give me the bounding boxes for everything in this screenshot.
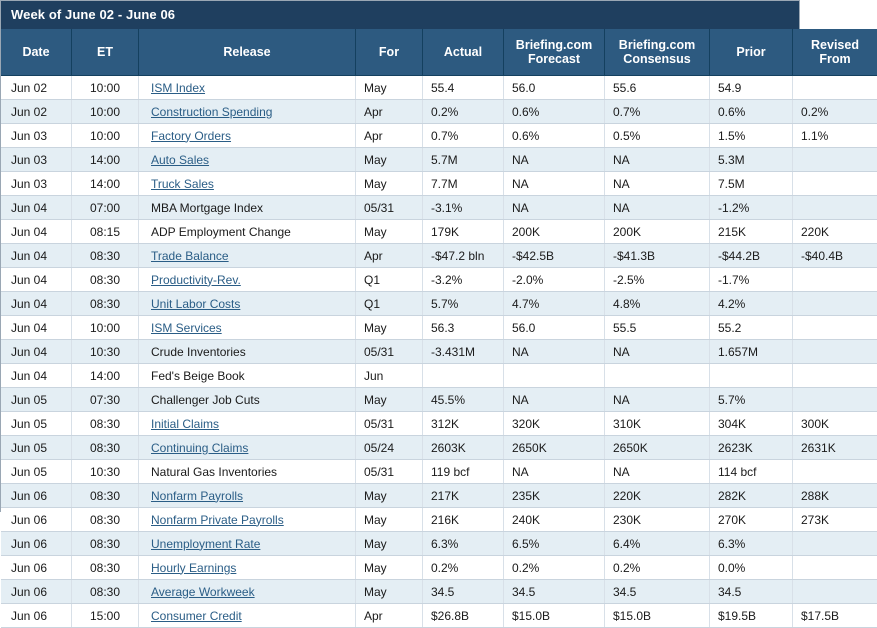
cell-release[interactable]	[139, 76, 356, 100]
cell-revised-from	[793, 148, 877, 172]
cell-actual: -3.2%	[423, 268, 504, 292]
column-header-forecast-line2: Forecast	[528, 52, 580, 66]
cell-consensus: 34.5	[605, 580, 710, 604]
cell-for: Q1	[356, 268, 423, 292]
cell-date: Jun 06	[1, 532, 72, 556]
cell-date: Jun 04	[1, 196, 72, 220]
release-label: Fed's Beige Book	[151, 369, 245, 383]
cell-for: May	[356, 484, 423, 508]
cell-prior: 0.6%	[710, 100, 793, 124]
cell-forecast: 0.6%	[504, 124, 605, 148]
cell-consensus: NA	[605, 196, 710, 220]
cell-forecast: NA	[504, 388, 605, 412]
cell-forecast: NA	[504, 340, 605, 364]
cell-consensus: 200K	[605, 220, 710, 244]
cell-et: 08:30	[72, 508, 139, 532]
cell-revised-from: -$40.4B	[793, 244, 877, 268]
cell-forecast: 235K	[504, 484, 605, 508]
cell-consensus: 220K	[605, 484, 710, 508]
cell-revised-from	[793, 316, 877, 340]
cell-for: May	[356, 316, 423, 340]
cell-consensus: 0.7%	[605, 100, 710, 124]
cell-date: Jun 06	[1, 604, 72, 628]
cell-prior: 0.0%	[710, 556, 793, 580]
cell-prior: 1.5%	[710, 124, 793, 148]
cell-actual: $26.8B	[423, 604, 504, 628]
cell-et: 10:30	[72, 460, 139, 484]
release-label: ADP Employment Change	[151, 225, 291, 239]
cell-revised-from: $17.5B	[793, 604, 877, 628]
cell-forecast: NA	[504, 460, 605, 484]
cell-release	[139, 220, 356, 244]
cell-for: May	[356, 76, 423, 100]
cell-consensus: -2.5%	[605, 268, 710, 292]
cell-for: 05/31	[356, 196, 423, 220]
cell-release	[139, 460, 356, 484]
column-header-for[interactable]: For	[356, 29, 423, 76]
cell-consensus: 2650K	[605, 436, 710, 460]
cell-for: Jun	[356, 364, 423, 388]
cell-for: Apr	[356, 124, 423, 148]
release-link[interactable]: Auto Sales	[151, 153, 209, 167]
cell-release[interactable]	[139, 604, 356, 628]
cell-revised-from	[793, 268, 877, 292]
cell-date: Jun 06	[1, 556, 72, 580]
cell-for: Apr	[356, 244, 423, 268]
table-row	[1, 316, 877, 340]
column-header-forecast[interactable]	[504, 29, 605, 76]
table-row	[1, 436, 877, 460]
cell-release[interactable]	[139, 412, 356, 436]
cell-revised-from	[793, 76, 877, 100]
cell-for: May	[356, 556, 423, 580]
cell-et: 08:30	[72, 268, 139, 292]
cell-forecast: 200K	[504, 220, 605, 244]
cell-release[interactable]	[139, 316, 356, 340]
cell-date: Jun 05	[1, 388, 72, 412]
column-header-forecast-line1: Briefing.com	[516, 38, 592, 52]
column-header-consensus-line1: Briefing.com	[619, 38, 695, 52]
cell-prior: 304K	[710, 412, 793, 436]
cell-release[interactable]	[139, 556, 356, 580]
cell-actual	[423, 364, 504, 388]
cell-forecast: NA	[504, 172, 605, 196]
cell-consensus: 0.2%	[605, 556, 710, 580]
column-header-revised-from[interactable]	[793, 29, 877, 76]
cell-et: 14:00	[72, 148, 139, 172]
cell-for: Apr	[356, 100, 423, 124]
column-header-consensus-line2: Consensus	[623, 52, 690, 66]
cell-release[interactable]	[139, 508, 356, 532]
cell-prior: 270K	[710, 508, 793, 532]
cell-forecast: $15.0B	[504, 604, 605, 628]
cell-forecast: 4.7%	[504, 292, 605, 316]
table-row	[1, 532, 877, 556]
cell-prior: 2623K	[710, 436, 793, 460]
cell-date: Jun 04	[1, 292, 72, 316]
cell-date: Jun 02	[1, 100, 72, 124]
cell-et: 08:30	[72, 484, 139, 508]
table-row	[1, 580, 877, 604]
cell-release[interactable]	[139, 268, 356, 292]
release-link[interactable]: Consumer Credit	[151, 609, 242, 623]
cell-et: 08:30	[72, 532, 139, 556]
cell-actual: 2603K	[423, 436, 504, 460]
table-row	[1, 220, 877, 244]
cell-revised-from	[793, 580, 877, 604]
cell-forecast: -2.0%	[504, 268, 605, 292]
cell-release	[139, 340, 356, 364]
cell-date: Jun 06	[1, 508, 72, 532]
cell-revised-from	[793, 532, 877, 556]
cell-actual: 5.7%	[423, 292, 504, 316]
cell-date: Jun 02	[1, 76, 72, 100]
cell-revised-from	[793, 364, 877, 388]
table-row	[1, 100, 877, 124]
release-label: Natural Gas Inventories	[151, 465, 277, 479]
cell-et: 10:00	[72, 316, 139, 340]
table-row	[1, 172, 877, 196]
release-link[interactable]: Factory Orders	[151, 129, 231, 143]
cell-forecast: 56.0	[504, 76, 605, 100]
column-header-release[interactable]: Release	[139, 29, 356, 76]
cell-et: 14:00	[72, 364, 139, 388]
release-link[interactable]: Initial Claims	[151, 417, 219, 431]
cell-actual: 6.3%	[423, 532, 504, 556]
cell-consensus: $15.0B	[605, 604, 710, 628]
cell-forecast: NA	[504, 196, 605, 220]
cell-for: Apr	[356, 604, 423, 628]
release-link[interactable]: Unit Labor Costs	[151, 297, 240, 311]
cell-et: 08:30	[72, 292, 139, 316]
cell-prior: $19.5B	[710, 604, 793, 628]
release-link[interactable]: Nonfarm Private Payrolls	[151, 513, 284, 527]
cell-for: May	[356, 580, 423, 604]
cell-forecast: 240K	[504, 508, 605, 532]
cell-consensus: 6.4%	[605, 532, 710, 556]
release-label: Challenger Job Cuts	[151, 393, 260, 407]
cell-prior: -1.2%	[710, 196, 793, 220]
table-header	[1, 29, 877, 76]
cell-date: Jun 03	[1, 124, 72, 148]
cell-forecast: NA	[504, 148, 605, 172]
release-link[interactable]: Nonfarm Payrolls	[151, 489, 243, 503]
cell-consensus: NA	[605, 172, 710, 196]
cell-prior: 34.5	[710, 580, 793, 604]
cell-forecast: 56.0	[504, 316, 605, 340]
cell-et: 07:30	[72, 388, 139, 412]
cell-forecast: 320K	[504, 412, 605, 436]
cell-actual: 55.4	[423, 76, 504, 100]
release-link[interactable]: Truck Sales	[151, 177, 214, 191]
cell-release[interactable]	[139, 100, 356, 124]
cell-revised-from	[793, 460, 877, 484]
cell-et: 10:30	[72, 340, 139, 364]
panel-title: Week of June 02 - June 06	[1, 1, 799, 29]
column-header-et[interactable]: ET	[72, 29, 139, 76]
table-row	[1, 460, 877, 484]
cell-prior: 7.5M	[710, 172, 793, 196]
cell-for: May	[356, 172, 423, 196]
cell-revised-from	[793, 556, 877, 580]
cell-revised-from	[793, 196, 877, 220]
cell-et: 10:00	[72, 100, 139, 124]
cell-prior: 54.9	[710, 76, 793, 100]
cell-et: 08:30	[72, 412, 139, 436]
cell-release[interactable]	[139, 532, 356, 556]
cell-actual: 0.2%	[423, 556, 504, 580]
release-link[interactable]: Construction Spending	[151, 105, 272, 119]
cell-consensus	[605, 364, 710, 388]
cell-et: 08:30	[72, 436, 139, 460]
cell-release[interactable]	[139, 484, 356, 508]
cell-consensus: 310K	[605, 412, 710, 436]
cell-prior: 1.657M	[710, 340, 793, 364]
cell-actual: 217K	[423, 484, 504, 508]
cell-revised-from: 300K	[793, 412, 877, 436]
cell-consensus: 55.6	[605, 76, 710, 100]
cell-actual: -3.1%	[423, 196, 504, 220]
cell-forecast: 0.2%	[504, 556, 605, 580]
cell-actual: 56.3	[423, 316, 504, 340]
cell-date: Jun 05	[1, 412, 72, 436]
release-label: MBA Mortgage Index	[151, 201, 263, 215]
cell-date: Jun 05	[1, 436, 72, 460]
cell-release[interactable]	[139, 580, 356, 604]
table-row	[1, 508, 877, 532]
cell-prior: 55.2	[710, 316, 793, 340]
cell-actual: 119 bcf	[423, 460, 504, 484]
cell-revised-from: 1.1%	[793, 124, 877, 148]
cell-date: Jun 04	[1, 340, 72, 364]
cell-forecast: 0.6%	[504, 100, 605, 124]
cell-actual: 45.5%	[423, 388, 504, 412]
cell-forecast: 6.5%	[504, 532, 605, 556]
release-link[interactable]: Trade Balance	[151, 249, 229, 263]
cell-consensus: NA	[605, 148, 710, 172]
column-header-prior[interactable]: Prior	[710, 29, 793, 76]
release-link[interactable]: Continuing Claims	[151, 441, 248, 455]
cell-actual: 216K	[423, 508, 504, 532]
cell-for: 05/31	[356, 412, 423, 436]
table-row	[1, 388, 877, 412]
cell-revised-from: 288K	[793, 484, 877, 508]
table-row	[1, 196, 877, 220]
release-link[interactable]: ISM Index	[151, 81, 205, 95]
cell-date: Jun 04	[1, 244, 72, 268]
cell-consensus: NA	[605, 340, 710, 364]
cell-revised-from	[793, 292, 877, 316]
column-header-revised-line1: Revised	[811, 38, 859, 52]
cell-et: 07:00	[72, 196, 139, 220]
cell-consensus: NA	[605, 388, 710, 412]
cell-consensus: NA	[605, 460, 710, 484]
cell-release	[139, 364, 356, 388]
cell-prior: 5.7%	[710, 388, 793, 412]
release-link[interactable]: Average Workweek	[151, 585, 255, 599]
cell-et: 08:30	[72, 580, 139, 604]
table-row	[1, 364, 877, 388]
cell-actual: 7.7M	[423, 172, 504, 196]
cell-prior: 5.3M	[710, 148, 793, 172]
cell-forecast: -$42.5B	[504, 244, 605, 268]
cell-et: 10:00	[72, 76, 139, 100]
cell-release	[139, 388, 356, 412]
cell-consensus: -$41.3B	[605, 244, 710, 268]
cell-actual: 0.7%	[423, 124, 504, 148]
table-row	[1, 148, 877, 172]
cell-date: Jun 04	[1, 316, 72, 340]
cell-revised-from: 0.2%	[793, 100, 877, 124]
cell-prior: 4.2%	[710, 292, 793, 316]
table-row	[1, 340, 877, 364]
cell-revised-from	[793, 388, 877, 412]
cell-date: Jun 03	[1, 172, 72, 196]
cell-prior: 282K	[710, 484, 793, 508]
table-body	[1, 76, 877, 628]
release-label: Crude Inventories	[151, 345, 246, 359]
table-header-row	[1, 29, 877, 76]
cell-consensus: 230K	[605, 508, 710, 532]
cell-release[interactable]	[139, 148, 356, 172]
cell-actual: 312K	[423, 412, 504, 436]
cell-revised-from: 273K	[793, 508, 877, 532]
column-header-revised-line2: From	[819, 52, 850, 66]
column-header-date[interactable]: Date	[1, 29, 72, 76]
cell-consensus: 4.8%	[605, 292, 710, 316]
cell-prior: -1.7%	[710, 268, 793, 292]
cell-for: May	[356, 148, 423, 172]
cell-for: May	[356, 532, 423, 556]
cell-actual: 34.5	[423, 580, 504, 604]
cell-forecast	[504, 364, 605, 388]
cell-for: May	[356, 220, 423, 244]
cell-et: 08:30	[72, 556, 139, 580]
release-link[interactable]: Productivity-Rev.	[151, 273, 241, 287]
cell-for: 05/24	[356, 436, 423, 460]
cell-revised-from: 220K	[793, 220, 877, 244]
cell-for: May	[356, 508, 423, 532]
column-header-consensus[interactable]	[605, 29, 710, 76]
cell-prior: -$44.2B	[710, 244, 793, 268]
table-row	[1, 484, 877, 508]
cell-release[interactable]	[139, 244, 356, 268]
release-link[interactable]: ISM Services	[151, 321, 222, 335]
cell-actual: -3.431M	[423, 340, 504, 364]
cell-date: Jun 06	[1, 580, 72, 604]
table-row	[1, 556, 877, 580]
cell-forecast: 34.5	[504, 580, 605, 604]
cell-for: 05/31	[356, 340, 423, 364]
cell-revised-from	[793, 340, 877, 364]
cell-consensus: 0.5%	[605, 124, 710, 148]
cell-et: 14:00	[72, 172, 139, 196]
table-row	[1, 604, 877, 628]
cell-actual: 5.7M	[423, 148, 504, 172]
cell-actual: -$47.2 bln	[423, 244, 504, 268]
release-link[interactable]: Hourly Earnings	[151, 561, 236, 575]
cell-release[interactable]	[139, 124, 356, 148]
table-row	[1, 412, 877, 436]
cell-prior: 215K	[710, 220, 793, 244]
cell-date: Jun 05	[1, 460, 72, 484]
cell-et: 15:00	[72, 604, 139, 628]
cell-et: 08:15	[72, 220, 139, 244]
cell-actual: 0.2%	[423, 100, 504, 124]
table-row	[1, 292, 877, 316]
cell-date: Jun 04	[1, 220, 72, 244]
table-row	[1, 76, 877, 100]
release-link[interactable]: Unemployment Rate	[151, 537, 260, 551]
cell-date: Jun 04	[1, 268, 72, 292]
cell-consensus: 55.5	[605, 316, 710, 340]
cell-forecast: 2650K	[504, 436, 605, 460]
cell-for: May	[356, 388, 423, 412]
table-row	[1, 124, 877, 148]
table-row	[1, 268, 877, 292]
cell-prior	[710, 364, 793, 388]
economic-calendar-table	[1, 29, 877, 628]
cell-actual: 179K	[423, 220, 504, 244]
cell-et: 10:00	[72, 124, 139, 148]
cell-release[interactable]	[139, 172, 356, 196]
cell-release	[139, 196, 356, 220]
table-row	[1, 244, 877, 268]
cell-date: Jun 04	[1, 364, 72, 388]
cell-prior: 6.3%	[710, 532, 793, 556]
cell-date: Jun 06	[1, 484, 72, 508]
cell-et: 08:30	[72, 244, 139, 268]
column-header-actual[interactable]: Actual	[423, 29, 504, 76]
cell-release[interactable]	[139, 292, 356, 316]
cell-date: Jun 03	[1, 148, 72, 172]
cell-release[interactable]	[139, 436, 356, 460]
cell-for: 05/31	[356, 460, 423, 484]
cell-revised-from: 2631K	[793, 436, 877, 460]
cell-for: Q1	[356, 292, 423, 316]
cell-prior: 114 bcf	[710, 460, 793, 484]
cell-revised-from	[793, 172, 877, 196]
